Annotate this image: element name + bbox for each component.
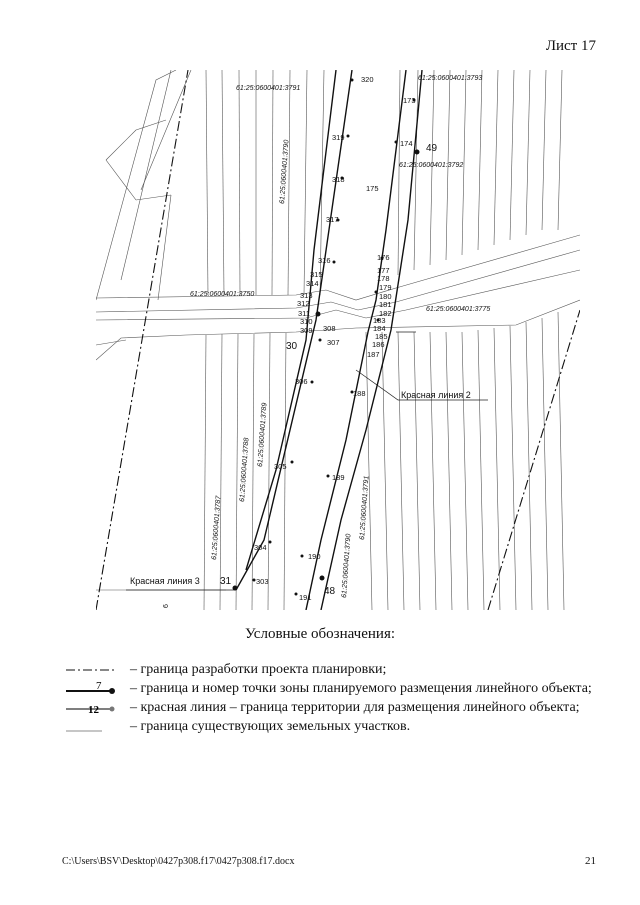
point-number: 187 — [367, 350, 380, 359]
point-number: 185 — [375, 332, 388, 341]
point-number: 311 — [298, 309, 310, 318]
legend-title: Условные обозначения: — [244, 626, 396, 642]
legend-item-red-line — [66, 698, 626, 717]
parcel-label: 61:25:0600401:3775 — [426, 306, 491, 313]
point-number: 320 — [361, 75, 374, 84]
point-number: 186 — [372, 340, 385, 349]
point-number: 179 — [379, 283, 392, 292]
parcel-line — [121, 70, 171, 280]
legend-point-number: 12 — [88, 703, 99, 716]
point-number: 182 — [379, 309, 392, 318]
parcel-label: 61:25:0600401:3790 — [279, 139, 291, 205]
point-number: 314 — [306, 279, 319, 288]
legend-text: – граница и номер точки зоны планируемого размещения линейного объекта; — [130, 680, 592, 696]
parcel-label: 61:25:0600401:3792 — [399, 162, 464, 169]
point-number: 173 — [403, 96, 416, 105]
parcel-label: 61:25:0600401:3789 — [257, 402, 269, 468]
legend-text: – граница разработки проекта планировки; — [130, 661, 387, 677]
point-number: 178 — [377, 274, 390, 283]
map-drawing — [96, 70, 580, 610]
parcel-label: 61:25:0600401:3793 — [418, 75, 483, 82]
point-number: 184 — [373, 324, 386, 333]
parcel-label: 61:25:0600401:3791 — [236, 85, 301, 92]
point-number: 174 — [400, 139, 413, 148]
planning-map — [96, 70, 580, 610]
point-number: 312 — [297, 299, 310, 308]
parcel-line — [141, 70, 191, 190]
parcel-line — [106, 160, 136, 200]
point-number: 317 — [326, 215, 339, 224]
zone-number: 31 — [220, 576, 232, 587]
parcel-label: 61:25:0600401:3788 — [239, 437, 251, 503]
point-number: 308 — [323, 324, 336, 333]
legend-text: – красная линия – граница территории для размещения линейного объекта; — [130, 699, 580, 715]
point-number: 177 — [377, 266, 390, 275]
point-numbers-right — [299, 96, 416, 602]
point-number: 310 — [300, 317, 313, 326]
sheet-number: Лист 17 — [545, 38, 596, 54]
legend-item-planning-boundary — [66, 660, 626, 679]
point-number: 318 — [332, 175, 345, 184]
point-number: 175 — [366, 184, 379, 193]
point-number: 180 — [379, 292, 392, 301]
footer-page-number: 21 — [585, 855, 596, 867]
point-number: 316 — [318, 256, 331, 265]
point-number: 304 — [254, 543, 267, 552]
point-number: 191 — [299, 593, 312, 602]
thick-line-point-symbol — [66, 680, 122, 698]
parcel-line — [96, 70, 176, 300]
legend-item-zone-boundary — [66, 679, 626, 698]
point-number: 190 — [308, 552, 321, 561]
parcel-line — [136, 120, 166, 130]
legend-text: – граница существующих земельных участков. — [130, 718, 411, 734]
thin-line-symbol — [66, 718, 122, 736]
point-number: 189 — [332, 473, 345, 482]
zone-number: 49 — [426, 143, 438, 154]
point-number: 303 — [256, 577, 269, 586]
parcel-label: 61:25:0600401:3750 — [190, 291, 255, 298]
point-number: 307 — [327, 338, 340, 347]
footer-file-path: C:\Users\BSV\Desktop\0427p308.f17\0427p308.f17.docx — [62, 856, 295, 867]
red-line-symbol — [66, 699, 122, 717]
point-number: 319 — [332, 133, 345, 142]
edge-mark: 6 — [163, 604, 170, 608]
point-number: 188 — [353, 389, 366, 398]
zone-number: 30 — [286, 341, 298, 352]
dash-dot-line-symbol — [66, 661, 122, 679]
zone-number: 48 — [324, 586, 336, 597]
red-line-label: Красная линия 3 — [130, 576, 200, 586]
point-number: 313 — [300, 291, 313, 300]
point-number: 306 — [295, 377, 308, 386]
red-line-label: Красная линия 2 — [401, 390, 471, 400]
parcel-line — [106, 130, 136, 160]
point-number: 181 — [379, 300, 392, 309]
parcel-label: 61:25:0600401:3791 — [359, 475, 371, 541]
point-number: 315 — [310, 270, 323, 279]
legend-point-number: 7 — [96, 679, 102, 692]
parcel-label: 61:25:0600401:3787 — [211, 495, 223, 561]
parcel-label: 61:25:0600401:3790 — [341, 533, 353, 599]
red-line-labels — [130, 390, 471, 586]
point-number: 309 — [300, 326, 313, 335]
point-number: 305 — [274, 462, 287, 471]
point-number: 176 — [377, 253, 390, 262]
legend-item-existing-parcels — [66, 717, 626, 736]
red-lines — [126, 332, 488, 590]
legend — [66, 660, 626, 736]
point-number: 183 — [373, 316, 386, 325]
